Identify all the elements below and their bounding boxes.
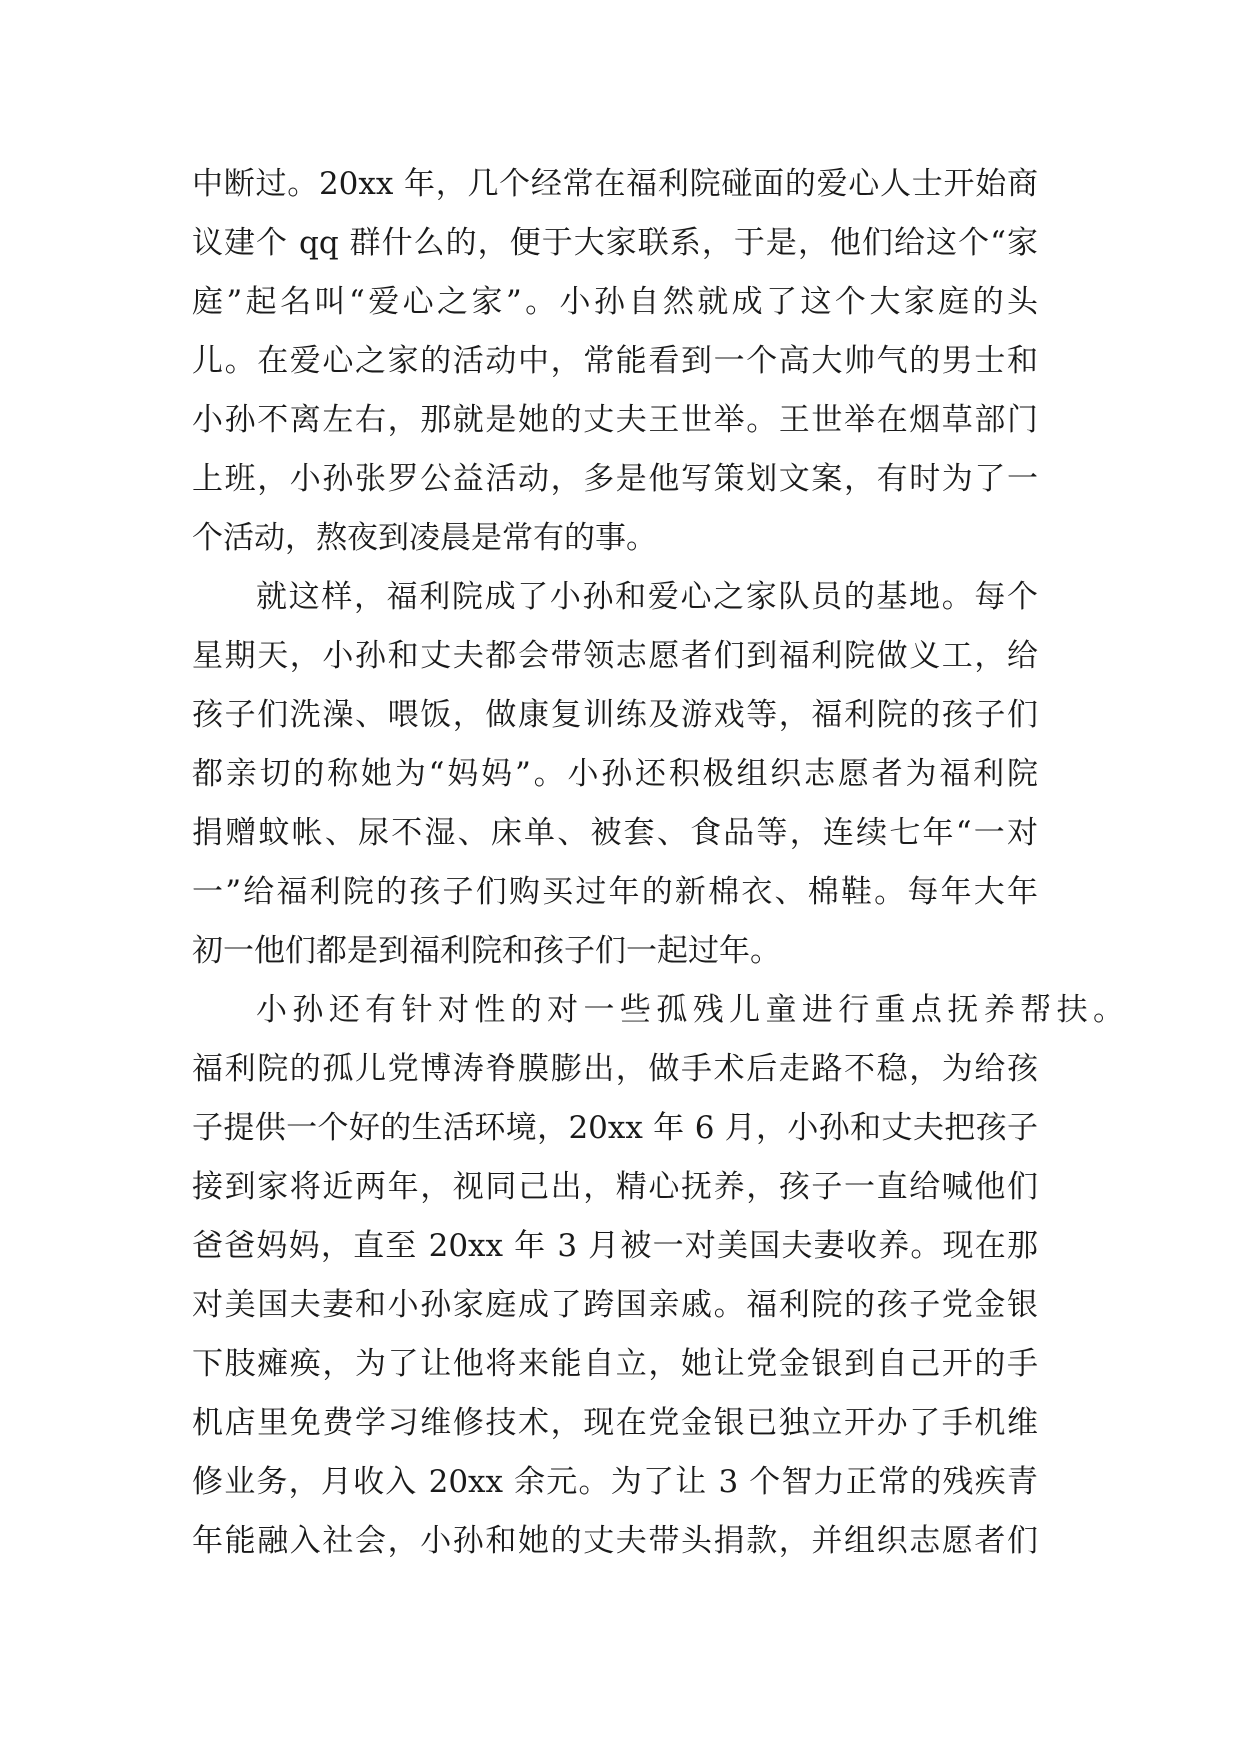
text-line: 儿。在爱心之家的活动中，常能看到一个高大帅气的男士和	[192, 343, 1038, 379]
text-line: 都亲切的称她为“妈妈”。小孙还积极组织志愿者为福利院	[192, 756, 1038, 792]
text-line: 初一他们都是到福利院和孩子们一起过年。	[192, 933, 781, 969]
text-line: 议建个 qq 群什么的，便于大家联系，于是，他们给这个“家	[192, 225, 1038, 261]
text-line: 小孙不离左右，那就是她的丈夫王世举。王世举在烟草部门	[192, 402, 1038, 438]
text-line: 机店里免费学习维修技术，现在党金银已独立开办了手机维	[192, 1405, 1038, 1441]
text-line: 接到家将近两年，视同己出，精心抚养，孩子一直给喊他们	[192, 1169, 1038, 1205]
text-line: 孩子们洗澡、喂饭，做康复训练及游戏等，福利院的孩子们	[192, 697, 1038, 733]
text-line: 星期天，小孙和丈夫都会带领志愿者们到福利院做义工，给	[192, 638, 1038, 674]
body-text	[192, 155, 1124, 1571]
text-line: 小孙还有针对性的对一些孤残儿童进行重点抚养帮扶。	[256, 992, 1124, 1028]
text-line: 修业务，月收入 20xx 余元。为了让 3 个智力正常的残疾青	[192, 1464, 1038, 1500]
text-line: 下肢瘫痪，为了让他将来能自立，她让党金银到自己开的手	[192, 1346, 1038, 1382]
text-line: 个活动，熬夜到凌晨是常有的事。	[192, 520, 657, 556]
text-line: 中断过。20xx 年，几个经常在福利院碰面的爱心人士开始商	[192, 166, 1038, 202]
text-line: 福利院的孤儿党博涛脊膜膨出，做手术后走路不稳，为给孩	[192, 1051, 1038, 1087]
text-line: 一”给福利院的孩子们购买过年的新棉衣、棉鞋。每年大年	[192, 874, 1038, 910]
text-line: 上班，小孙张罗公益活动，多是他写策划文案，有时为了一	[192, 461, 1038, 497]
text-line: 对美国夫妻和小孙家庭成了跨国亲戚。福利院的孩子党金银	[192, 1287, 1038, 1323]
text-line: 年能融入社会，小孙和她的丈夫带头捐款，并组织志愿者们	[192, 1523, 1038, 1559]
text-line: 爸爸妈妈，直至 20xx 年 3 月被一对美国夫妻收养。现在那	[192, 1228, 1038, 1264]
text-line: 就这样，福利院成了小孙和爱心之家队员的基地。每个	[256, 579, 1038, 615]
text-line: 捐赠蚊帐、尿不湿、床单、被套、食品等，连续七年“一对	[192, 815, 1038, 851]
text-line: 子提供一个好的生活环境，20xx 年 6 月，小孙和丈夫把孩子	[192, 1110, 1038, 1146]
text-line: 庭”起名叫“爱心之家”。小孙自然就成了这个大家庭的头	[192, 284, 1038, 320]
